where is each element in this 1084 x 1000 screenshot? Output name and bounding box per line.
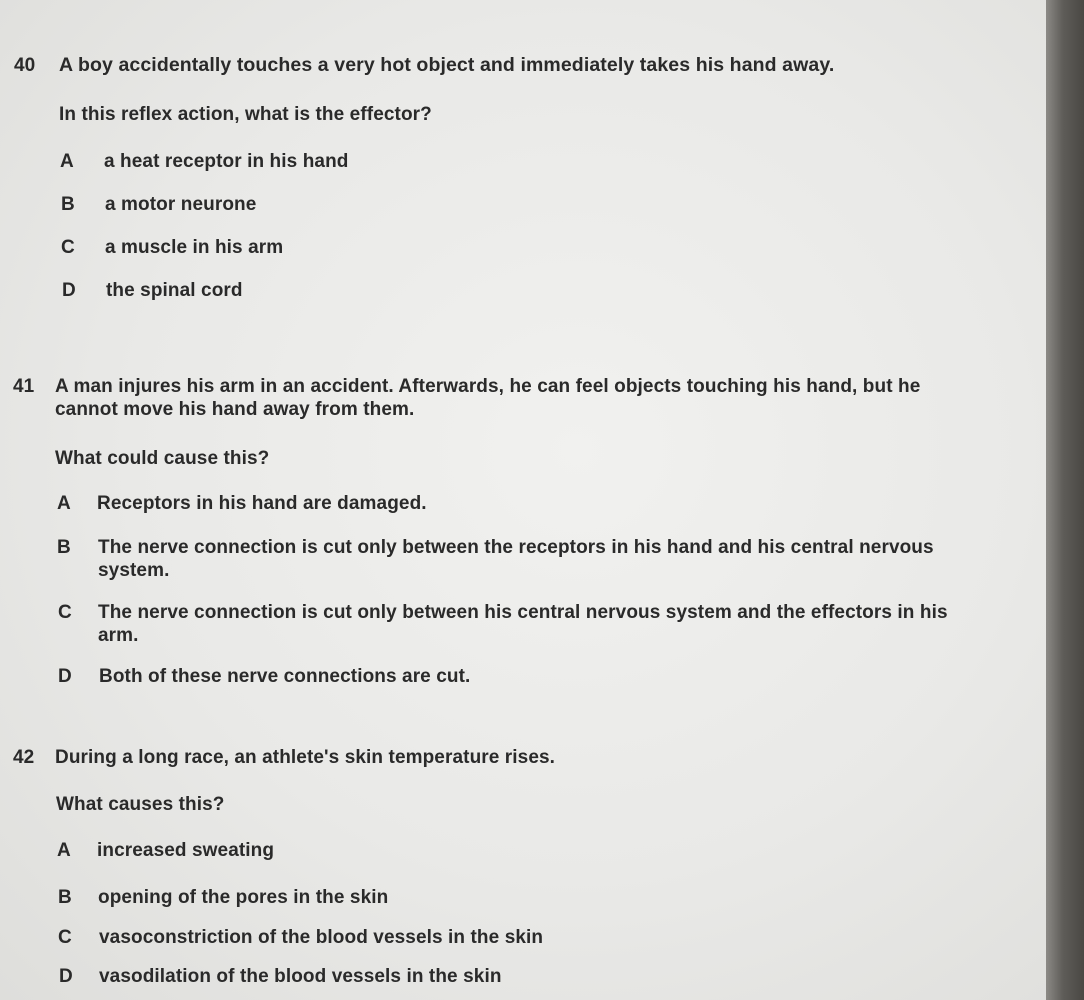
option-letter: B <box>61 194 75 215</box>
option-letter: D <box>59 966 73 987</box>
option-letter: D <box>62 280 76 301</box>
option-text: vasoconstriction of the blood vessels in the skin <box>99 927 544 948</box>
option-text: increased sweating <box>97 840 275 861</box>
option-text-line-2: system. <box>98 560 170 581</box>
option-text: Both of these nerve connections are cut. <box>99 666 471 687</box>
question-prompt: What causes this? <box>56 794 225 815</box>
option-letter: A <box>57 493 71 514</box>
question-number: 40 <box>14 55 36 76</box>
option-letter: C <box>58 602 72 623</box>
option-letter: C <box>61 237 75 258</box>
option-letter: A <box>60 151 74 172</box>
option-letter: B <box>58 887 72 908</box>
option-letter: D <box>58 666 72 687</box>
option-text: vasodilation of the blood vessels in the skin <box>99 966 502 987</box>
option-text: opening of the pores in the skin <box>98 887 389 908</box>
option-letter: C <box>58 927 72 948</box>
option-letter: A <box>57 840 71 861</box>
option-text: a muscle in his arm <box>105 237 284 258</box>
question-stem: During a long race, an athlete's skin temperature rises. <box>55 747 556 768</box>
option-text: a motor neurone <box>105 194 257 215</box>
question-prompt: What could cause this? <box>55 448 270 469</box>
question-stem-line-1: A man injures his arm in an accident. Afterwards, he can feel objects touching his hand, but he <box>55 376 921 397</box>
page-edge-shadow <box>1046 0 1084 1000</box>
question-stem: A boy accidentally touches a very hot object and immediately takes his hand away. <box>59 54 835 76</box>
option-text-line-1: The nerve connection is cut only between his central nervous system and the effectors in his <box>98 602 948 623</box>
option-letter: B <box>57 537 71 558</box>
question-number: 42 <box>13 747 35 768</box>
option-text: Receptors in his hand are damaged. <box>97 493 427 514</box>
option-text-line-2: arm. <box>98 625 139 646</box>
question-prompt: In this reflex action, what is the effector? <box>59 104 432 125</box>
option-text: the spinal cord <box>106 280 243 301</box>
option-text-line-1: The nerve connection is cut only between the receptors in his hand and his central nervous <box>98 537 934 558</box>
question-stem-line-2: cannot move his hand away from them. <box>55 399 415 420</box>
option-text: a heat receptor in his hand <box>104 151 349 172</box>
question-number: 41 <box>13 376 35 397</box>
